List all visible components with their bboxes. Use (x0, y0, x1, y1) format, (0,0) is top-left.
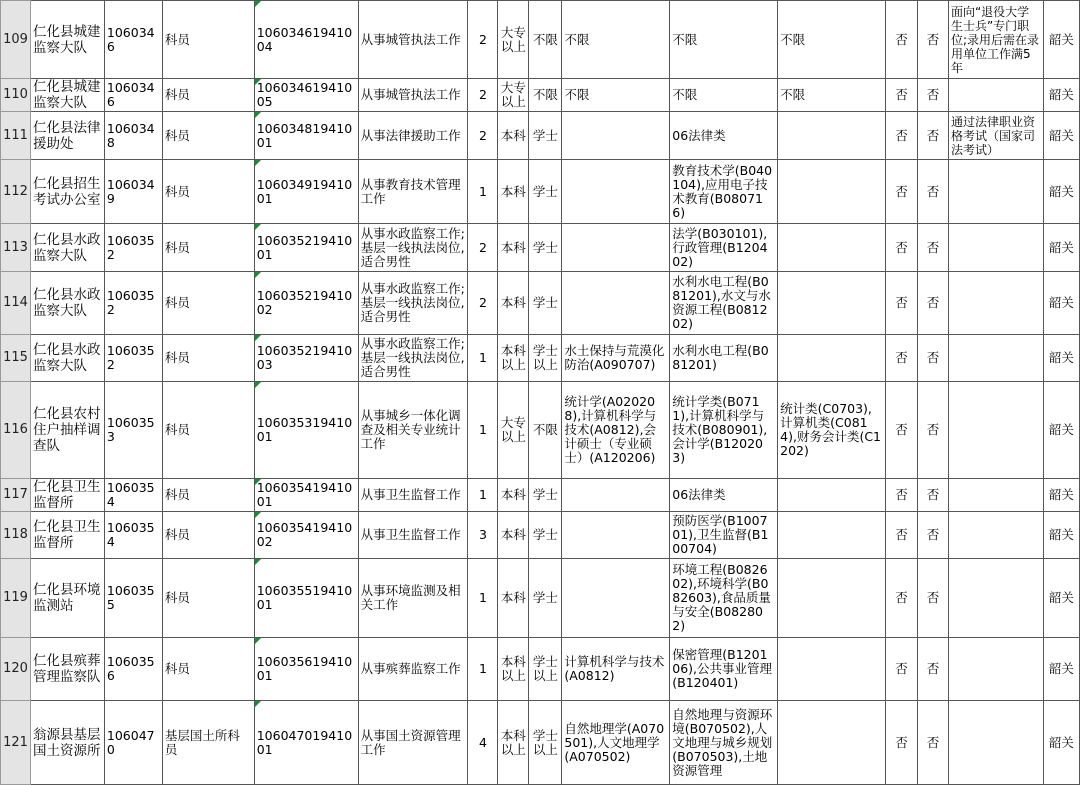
city[interactable]: 韶关 (1043, 160, 1079, 224)
city[interactable]: 韶关 (1043, 559, 1079, 638)
remark[interactable] (948, 512, 1043, 559)
position-name[interactable]: 科员 (162, 638, 254, 701)
table-row (1, 1, 1080, 79)
position-code[interactable]: 10603521941003 (254, 335, 358, 382)
unit-code[interactable]: 1060352 (104, 272, 162, 335)
condition-1[interactable]: 否 (886, 638, 918, 701)
unit-name[interactable]: 仁化县招生考试办公室 (30, 160, 104, 224)
position-name[interactable]: 基层国土所科员 (162, 701, 254, 785)
remark[interactable] (948, 479, 1043, 512)
major-graduate[interactable] (562, 272, 670, 335)
unit-code[interactable]: 1060346 (104, 79, 162, 112)
condition-2[interactable]: 否 (917, 382, 948, 479)
duty-description[interactable]: 从事国土资源管理工作 (358, 701, 468, 785)
remark[interactable] (948, 382, 1043, 479)
major-graduate[interactable] (562, 512, 670, 559)
position-name[interactable]: 科员 (162, 559, 254, 638)
major-junior-college[interactable] (778, 701, 886, 785)
condition-1[interactable]: 否 (886, 512, 918, 559)
remark[interactable] (948, 559, 1043, 638)
unit-name[interactable]: 仁化县卫生监督所 (30, 479, 104, 512)
city[interactable]: 韶关 (1043, 701, 1079, 785)
city[interactable]: 韶关 (1043, 638, 1079, 701)
major-junior-college[interactable]: 不限 (778, 79, 886, 112)
position-code[interactable]: 10603521941002 (254, 272, 358, 335)
recruit-count[interactable]: 2 (468, 224, 498, 272)
row-number[interactable]: 121 (1, 701, 31, 785)
city[interactable]: 韶关 (1043, 335, 1079, 382)
degree[interactable]: 学士以上 (529, 701, 562, 785)
remark[interactable] (948, 335, 1043, 382)
duty-description[interactable]: 从事水政监察工作;基层一线执法岗位,适合男性 (358, 272, 468, 335)
major-undergraduate[interactable]: 水利水电工程(B081201) (670, 335, 778, 382)
table-row (1, 479, 1080, 512)
major-junior-college[interactable] (778, 512, 886, 559)
condition-2[interactable]: 否 (917, 701, 948, 785)
education[interactable]: 本科以上 (498, 701, 529, 785)
unit-name[interactable]: 仁化县农村住户抽样调查队 (30, 382, 104, 479)
position-name[interactable]: 科员 (162, 272, 254, 335)
unit-name[interactable]: 仁化县水政监察大队 (30, 272, 104, 335)
recruit-count[interactable]: 1 (468, 559, 498, 638)
city[interactable]: 韶关 (1043, 382, 1079, 479)
education[interactable]: 本科 (498, 224, 529, 272)
condition-1[interactable]: 否 (886, 272, 918, 335)
major-graduate[interactable] (562, 559, 670, 638)
major-undergraduate[interactable]: 水利水电工程(B081201),水文与水资源工程(B081202) (670, 272, 778, 335)
position-code[interactable]: 10603481941001 (254, 112, 358, 160)
position-code[interactable]: 10603541941001 (254, 479, 358, 512)
position-code[interactable]: 10603521941001 (254, 224, 358, 272)
table-row (1, 382, 1080, 479)
table-row (1, 335, 1080, 382)
position-code[interactable]: 10603541941002 (254, 512, 358, 559)
education[interactable]: 大专以上 (498, 79, 529, 112)
city[interactable]: 韶关 (1043, 224, 1079, 272)
condition-2[interactable]: 否 (917, 272, 948, 335)
table-row (1, 512, 1080, 559)
major-undergraduate[interactable]: 自然地理与资源环境(B070502),人文地理与城乡规划(B070503),土地资源管理 (670, 701, 778, 785)
recruit-count[interactable]: 1 (468, 479, 498, 512)
degree[interactable]: 学士 (529, 272, 562, 335)
duty-description[interactable]: 从事水政监察工作;基层一线执法岗位,适合男性 (358, 335, 468, 382)
unit-code[interactable]: 1060348 (104, 112, 162, 160)
city[interactable]: 韶关 (1043, 512, 1079, 559)
degree[interactable]: 学士以上 (529, 335, 562, 382)
recruit-count[interactable]: 1 (468, 335, 498, 382)
major-graduate[interactable]: 自然地理学(A070501),人文地理学(A070502) (562, 701, 670, 785)
unit-name[interactable]: 仁化县水政监察大队 (30, 224, 104, 272)
condition-2[interactable]: 否 (917, 512, 948, 559)
unit-code[interactable]: 1060349 (104, 160, 162, 224)
duty-description[interactable]: 从事城管执法工作 (358, 1, 468, 79)
major-undergraduate[interactable]: 教育技术学(B040104),应用电子技术教育(B080716) (670, 160, 778, 224)
major-graduate[interactable]: 不限 (562, 79, 670, 112)
major-junior-college[interactable] (778, 479, 886, 512)
major-graduate[interactable] (562, 479, 670, 512)
position-name[interactable]: 科员 (162, 512, 254, 559)
position-code[interactable]: 10604701941001 (254, 701, 358, 785)
education[interactable]: 大专以上 (498, 382, 529, 479)
unit-name[interactable]: 仁化县法律援助处 (30, 112, 104, 160)
major-junior-college[interactable] (778, 638, 886, 701)
major-junior-college[interactable]: 统计类(C0703),计算机类(C0814),财务会计类(C1202) (778, 382, 886, 479)
position-name[interactable]: 科员 (162, 1, 254, 79)
duty-description[interactable]: 从事城管执法工作 (358, 79, 468, 112)
recruit-count[interactable]: 3 (468, 512, 498, 559)
condition-2[interactable]: 否 (917, 79, 948, 112)
degree[interactable]: 学士 (529, 479, 562, 512)
major-graduate[interactable] (562, 112, 670, 160)
unit-name[interactable]: 仁化县殡葬管理监察队 (30, 638, 104, 701)
major-junior-college[interactable] (778, 559, 886, 638)
major-undergraduate[interactable]: 法学(B030101),行政管理(B120402) (670, 224, 778, 272)
city[interactable]: 韶关 (1043, 479, 1079, 512)
duty-description[interactable]: 从事殡葬监察工作 (358, 638, 468, 701)
table-row (1, 160, 1080, 224)
major-undergraduate[interactable]: 保密管理(B120106),公共事业管理(B120401) (670, 638, 778, 701)
recruit-count[interactable]: 1 (468, 638, 498, 701)
major-graduate[interactable]: 不限 (562, 1, 670, 79)
degree[interactable]: 学士以上 (529, 638, 562, 701)
condition-2[interactable]: 否 (917, 335, 948, 382)
major-junior-college[interactable] (778, 112, 886, 160)
degree[interactable]: 学士 (529, 224, 562, 272)
major-graduate[interactable]: 统计学(A020208),计算机科学与技术(A0812),会计硕士（专业硕士）(A120206) (562, 382, 670, 479)
table-row (1, 638, 1080, 701)
remark[interactable]: 通过法律职业资格考试（国家司法考试） (948, 112, 1043, 160)
position-name[interactable]: 科员 (162, 79, 254, 112)
position-name[interactable]: 科员 (162, 479, 254, 512)
education[interactable]: 大专以上 (498, 1, 529, 79)
table-row (1, 559, 1080, 638)
row-number[interactable]: 112 (1, 160, 31, 224)
condition-1[interactable]: 否 (886, 1, 918, 79)
city[interactable]: 韶关 (1043, 79, 1079, 112)
major-undergraduate[interactable]: 环境工程(B082602),环境科学(B082603),食品质量与安全(B082802) (670, 559, 778, 638)
condition-1[interactable]: 否 (886, 224, 918, 272)
row-number[interactable]: 113 (1, 224, 31, 272)
unit-name[interactable]: 仁化县水政监察大队 (30, 335, 104, 382)
position-code[interactable]: 10603551941001 (254, 559, 358, 638)
remark[interactable]: 面向“退役大学生士兵”专门职位;录用后需在录用单位工作满5年 (948, 1, 1043, 79)
condition-1[interactable]: 否 (886, 701, 918, 785)
duty-description[interactable]: 从事卫生监督工作 (358, 479, 468, 512)
condition-2[interactable]: 否 (917, 160, 948, 224)
major-undergraduate[interactable]: 06法律类 (670, 112, 778, 160)
recruit-count[interactable]: 2 (468, 79, 498, 112)
degree[interactable]: 不限 (529, 79, 562, 112)
education[interactable]: 本科以上 (498, 638, 529, 701)
position-code[interactable]: 10603461941005 (254, 79, 358, 112)
table-row (1, 112, 1080, 160)
duty-description[interactable]: 从事法律援助工作 (358, 112, 468, 160)
major-junior-college[interactable] (778, 272, 886, 335)
position-name[interactable]: 科员 (162, 160, 254, 224)
major-graduate[interactable] (562, 160, 670, 224)
major-undergraduate[interactable]: 不限 (670, 1, 778, 79)
city[interactable]: 韶关 (1043, 112, 1079, 160)
unit-name[interactable]: 仁化县城建监察大队 (30, 79, 104, 112)
remark[interactable] (948, 160, 1043, 224)
recruit-count[interactable]: 1 (468, 160, 498, 224)
unit-code[interactable]: 1060353 (104, 382, 162, 479)
condition-2[interactable]: 否 (917, 112, 948, 160)
unit-code[interactable]: 1060470 (104, 701, 162, 785)
row-number[interactable]: 110 (1, 79, 31, 112)
education[interactable]: 本科 (498, 272, 529, 335)
position-code[interactable]: 10603491941001 (254, 160, 358, 224)
row-number[interactable]: 117 (1, 479, 31, 512)
education[interactable]: 本科 (498, 512, 529, 559)
recruit-count[interactable]: 4 (468, 701, 498, 785)
education[interactable]: 本科 (498, 112, 529, 160)
condition-2[interactable]: 否 (917, 479, 948, 512)
major-undergraduate[interactable]: 不限 (670, 79, 778, 112)
major-undergraduate[interactable]: 统计学类(B0711),计算机科学与技术(B080901),会计学(B120203) (670, 382, 778, 479)
row-number[interactable]: 119 (1, 559, 31, 638)
position-code[interactable]: 10603531941001 (254, 382, 358, 479)
major-graduate[interactable]: 水土保持与荒漠化防治(A090707) (562, 335, 670, 382)
city[interactable]: 韶关 (1043, 272, 1079, 335)
unit-code[interactable]: 1060354 (104, 479, 162, 512)
table-row (1, 272, 1080, 335)
unit-name[interactable]: 仁化县环境监测站 (30, 559, 104, 638)
major-junior-college[interactable] (778, 224, 886, 272)
condition-1[interactable]: 否 (886, 335, 918, 382)
position-name[interactable]: 科员 (162, 224, 254, 272)
degree[interactable]: 学士 (529, 559, 562, 638)
remark[interactable] (948, 79, 1043, 112)
duty-description[interactable]: 从事水政监察工作;基层一线执法岗位,适合男性 (358, 224, 468, 272)
degree[interactable]: 不限 (529, 382, 562, 479)
condition-1[interactable]: 否 (886, 112, 918, 160)
row-number[interactable]: 114 (1, 272, 31, 335)
education[interactable]: 本科 (498, 559, 529, 638)
recruit-count[interactable]: 2 (468, 1, 498, 79)
unit-name[interactable]: 仁化县城建监察大队 (30, 1, 104, 79)
table-row (1, 224, 1080, 272)
education[interactable]: 本科以上 (498, 335, 529, 382)
position-name[interactable]: 科员 (162, 335, 254, 382)
degree[interactable]: 学士 (529, 112, 562, 160)
degree[interactable]: 学士 (529, 160, 562, 224)
table-row (1, 701, 1080, 785)
major-undergraduate[interactable]: 06法律类 (670, 479, 778, 512)
row-number[interactable]: 120 (1, 638, 31, 701)
condition-2[interactable]: 否 (917, 638, 948, 701)
degree[interactable]: 学士 (529, 512, 562, 559)
unit-code[interactable]: 1060352 (104, 335, 162, 382)
duty-description[interactable]: 从事环境监测及相关工作 (358, 559, 468, 638)
row-number[interactable]: 116 (1, 382, 31, 479)
position-name[interactable]: 科员 (162, 382, 254, 479)
condition-2[interactable]: 否 (917, 224, 948, 272)
unit-code[interactable]: 1060356 (104, 638, 162, 701)
duty-description[interactable]: 从事卫生监督工作 (358, 512, 468, 559)
unit-code[interactable]: 1060346 (104, 1, 162, 79)
remark[interactable] (948, 272, 1043, 335)
remark[interactable] (948, 638, 1043, 701)
condition-1[interactable]: 否 (886, 559, 918, 638)
major-undergraduate[interactable]: 预防医学(B100701),卫生监督(B100704) (670, 512, 778, 559)
row-number[interactable]: 109 (1, 1, 31, 79)
unit-code[interactable]: 1060352 (104, 224, 162, 272)
city[interactable]: 韶关 (1043, 1, 1079, 79)
unit-name[interactable]: 翁源县基层国土资源所 (30, 701, 104, 785)
major-junior-college[interactable]: 不限 (778, 1, 886, 79)
condition-1[interactable]: 否 (886, 79, 918, 112)
recruit-count[interactable]: 2 (468, 112, 498, 160)
unit-code[interactable]: 1060354 (104, 512, 162, 559)
position-name[interactable]: 科员 (162, 112, 254, 160)
major-graduate[interactable]: 计算机科学与技术(A0812) (562, 638, 670, 701)
education[interactable]: 本科 (498, 479, 529, 512)
major-junior-college[interactable] (778, 160, 886, 224)
degree[interactable]: 不限 (529, 1, 562, 79)
remark[interactable] (948, 224, 1043, 272)
unit-code[interactable]: 1060355 (104, 559, 162, 638)
remark[interactable] (948, 701, 1043, 785)
row-number[interactable]: 118 (1, 512, 31, 559)
row-number[interactable]: 111 (1, 112, 31, 160)
education[interactable]: 本科 (498, 160, 529, 224)
row-number[interactable]: 115 (1, 335, 31, 382)
recruit-count[interactable]: 1 (468, 382, 498, 479)
condition-1[interactable]: 否 (886, 479, 918, 512)
recruit-count[interactable]: 2 (468, 272, 498, 335)
table-row (1, 79, 1080, 112)
condition-2[interactable]: 否 (917, 559, 948, 638)
condition-2[interactable]: 否 (917, 1, 948, 79)
major-graduate[interactable] (562, 224, 670, 272)
condition-1[interactable]: 否 (886, 160, 918, 224)
duty-description[interactable]: 从事教育技术管理工作 (358, 160, 468, 224)
position-code[interactable]: 10603561941001 (254, 638, 358, 701)
unit-name[interactable]: 仁化县卫生监督所 (30, 512, 104, 559)
condition-1[interactable]: 否 (886, 382, 918, 479)
position-code[interactable]: 10603461941004 (254, 1, 358, 79)
duty-description[interactable]: 从事城乡一体化调查及相关专业统计工作 (358, 382, 468, 479)
major-junior-college[interactable] (778, 335, 886, 382)
